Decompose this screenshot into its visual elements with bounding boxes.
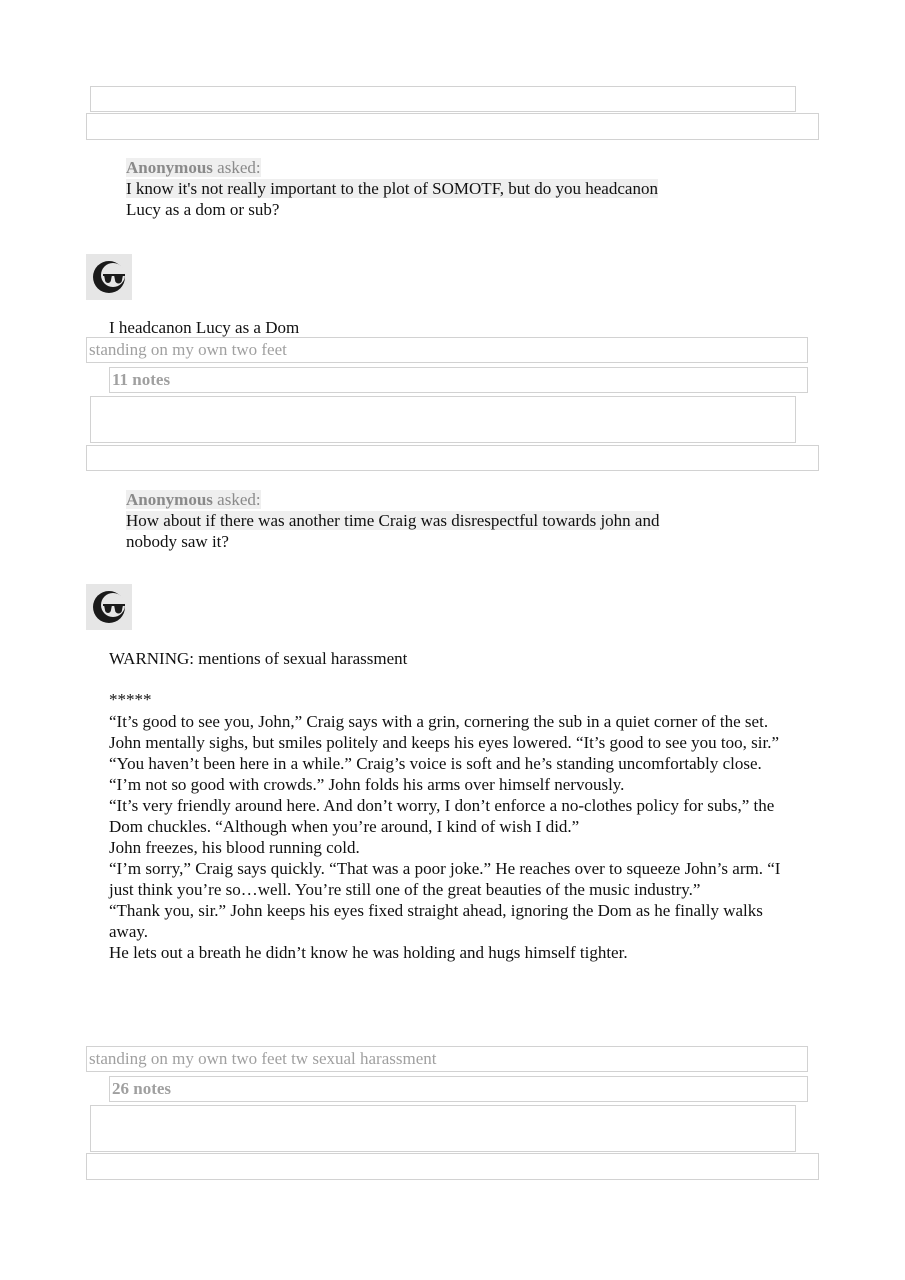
post-tags[interactable]: standing on my own two feet tw sexual harassment: [86, 1046, 808, 1072]
post-footer-outer: [86, 445, 819, 471]
story-paragraph: “You haven’t been here in a while.” Craig’s voice is soft and he’s standing uncomfortably close.: [109, 754, 762, 773]
asker-name[interactable]: Anonymous: [126, 490, 213, 509]
question-line: How about if there was another time Craig was disrespectful towards john and: [126, 511, 660, 530]
top-frame-outer: [86, 113, 819, 140]
story-body: [109, 711, 799, 963]
question-line: nobody saw it?: [126, 532, 229, 551]
story-paragraph: “I’m sorry,” Craig says quickly. “That was a poor joke.” He reaches over to squeeze John’s arm. “I just think you’re so…well. You’re still one of the great beauties of the music industry.”: [109, 859, 781, 899]
story-paragraph: John freezes, his blood running cold.: [109, 838, 360, 857]
notes-count[interactable]: 11 notes: [109, 367, 808, 393]
sunglasses-moon-icon: [92, 590, 126, 624]
question-line: I know it's not really important to the plot of SOMOTF, but do you headcanon: [126, 179, 658, 198]
asker-name[interactable]: Anonymous: [126, 158, 213, 177]
story-paragraph: “Thank you, sir.” John keeps his eyes fixed straight ahead, ignoring the Dom as he finally walks away.: [109, 901, 763, 941]
asked-label: asked:: [217, 490, 261, 509]
post-footer-outer: [86, 1153, 819, 1180]
story-paragraph: He lets out a breath he didn’t know he was holding and hugs himself tighter.: [109, 943, 628, 962]
avatar[interactable]: [86, 584, 132, 630]
story-paragraph: John mentally sighs, but smiles politely and keeps his eyes lowered. “It’s good to see you too, sir.”: [109, 733, 779, 752]
sunglasses-moon-icon: [92, 260, 126, 294]
top-frame-inner: [90, 86, 796, 112]
post-tags[interactable]: standing on my own two feet: [86, 337, 808, 363]
avatar[interactable]: [86, 254, 132, 300]
story-paragraph: “It’s very friendly around here. And don’t worry, I don’t enforce a no-clothes policy for subs,” the Dom chuckles. “Although when you’re around, I kind of wish I did.”: [109, 796, 775, 836]
notes-count[interactable]: 26 notes: [109, 1076, 808, 1102]
story-paragraph: “It’s good to see you, John,” Craig says with a grin, cornering the sub in a quiet corner of the set.: [109, 712, 769, 731]
question-line: Lucy as a dom or sub?: [126, 200, 280, 219]
asked-label: asked:: [217, 158, 261, 177]
story-paragraph: “I’m not so good with crowds.” John folds his arms over himself nervously.: [109, 775, 625, 794]
ask-block: [126, 157, 706, 220]
warning-text: WARNING: mentions of sexual harassment: [109, 649, 408, 668]
post-footer-inner: [90, 1105, 796, 1152]
answer-text: I headcanon Lucy as a Dom: [109, 318, 300, 337]
ask-block: [126, 489, 706, 552]
separator: *****: [109, 690, 152, 709]
post-footer-inner: [90, 396, 796, 443]
